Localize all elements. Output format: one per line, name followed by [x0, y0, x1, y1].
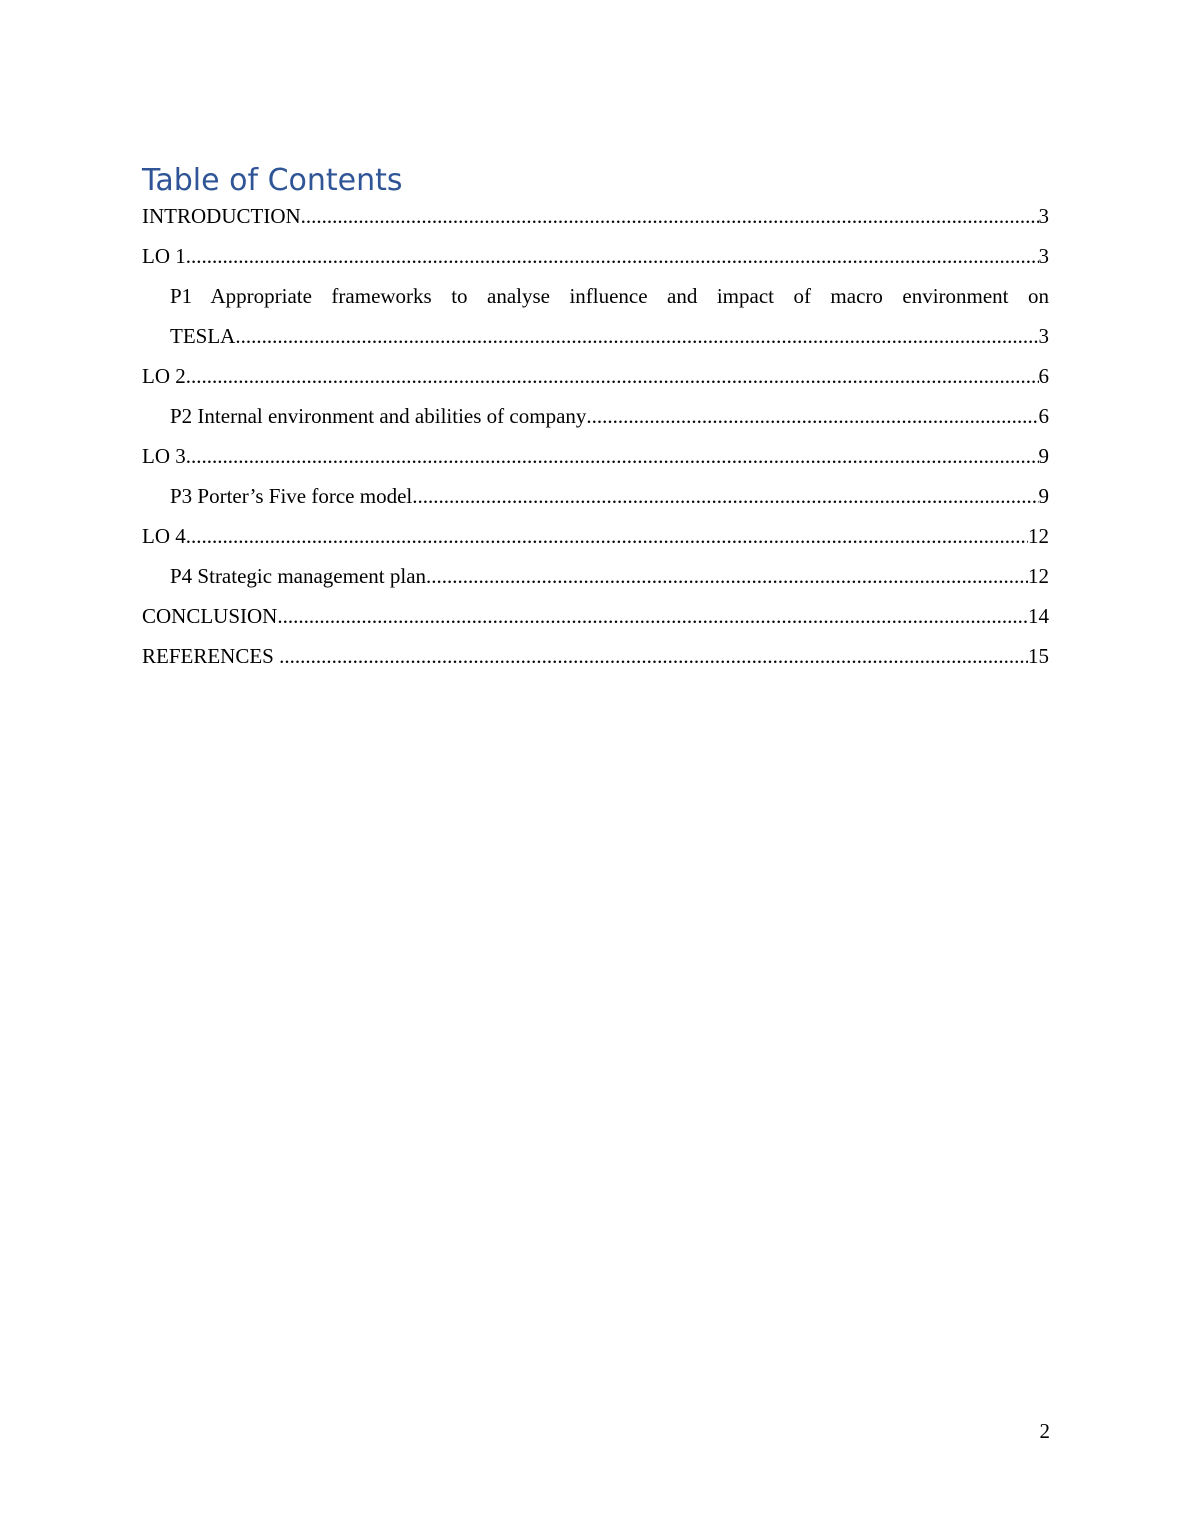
page-number: 2 — [1039, 1419, 1050, 1443]
dot-leader — [186, 236, 1039, 276]
toc-entry-label: CONCLUSION — [142, 604, 278, 628]
toc-entry-page: 12 — [1028, 564, 1049, 588]
toc-entry-label: P2 Internal environment and abilities of company — [170, 404, 587, 428]
toc-entry-label: P1 Appropriate frameworks to analyse influence and impact of macro environment on — [170, 284, 1049, 308]
toc-entry-page: 12 — [1028, 524, 1049, 548]
dot-leader — [186, 356, 1039, 396]
toc-entry-page: 3 — [1038, 324, 1049, 348]
dot-leader — [301, 196, 1039, 236]
toc-entry-introduction[interactable] — [142, 196, 1049, 236]
toc-entry-label: P4 Strategic management plan — [170, 564, 427, 588]
toc-entry-page: 3 — [1038, 204, 1049, 228]
toc-entry-lo4[interactable] — [142, 516, 1049, 556]
dot-leader — [412, 476, 1038, 516]
toc-entry-p1-line1[interactable] — [142, 276, 1049, 316]
toc-entry-label: LO 1 — [142, 244, 186, 268]
toc-entry-page: 9 — [1038, 444, 1049, 468]
toc-entry-references[interactable] — [142, 636, 1049, 676]
toc-entry-p4[interactable] — [142, 556, 1049, 596]
toc-entry-label: INTRODUCTION — [142, 204, 301, 228]
dot-leader — [186, 516, 1028, 556]
dot-leader — [279, 636, 1028, 676]
toc-entry-lo1[interactable] — [142, 236, 1049, 276]
dot-leader — [586, 396, 1038, 436]
toc-entry-label: TESLA — [170, 324, 236, 348]
toc-entry-conclusion[interactable] — [142, 596, 1049, 636]
toc-list — [142, 196, 1049, 676]
toc-entry-page: 6 — [1038, 364, 1049, 388]
toc-entry-label: REFERENCES — [142, 644, 280, 668]
toc-entry-lo3[interactable] — [142, 436, 1049, 476]
toc-entry-page: 15 — [1028, 644, 1049, 668]
toc-entry-page: 6 — [1038, 404, 1049, 428]
toc-entry-page: 9 — [1038, 484, 1049, 508]
toc-entry-label: P3 Porter’s Five force model — [170, 484, 413, 508]
toc-entry-label: LO 3 — [142, 444, 186, 468]
dot-leader — [277, 596, 1028, 636]
toc-entry-lo2[interactable] — [142, 356, 1049, 396]
toc-entry-p1-line2[interactable] — [142, 316, 1049, 356]
toc-entry-p3[interactable] — [142, 476, 1049, 516]
toc-entry-label: LO 4 — [142, 524, 186, 548]
dot-leader — [426, 556, 1028, 596]
toc-title: Table of Contents — [142, 163, 403, 198]
dot-leader — [235, 316, 1038, 356]
toc-entry-page: 14 — [1028, 604, 1049, 628]
toc-entry-page: 3 — [1038, 244, 1049, 268]
toc-entry-p2[interactable] — [142, 396, 1049, 436]
toc-entry-label: LO 2 — [142, 364, 186, 388]
dot-leader — [186, 436, 1039, 476]
